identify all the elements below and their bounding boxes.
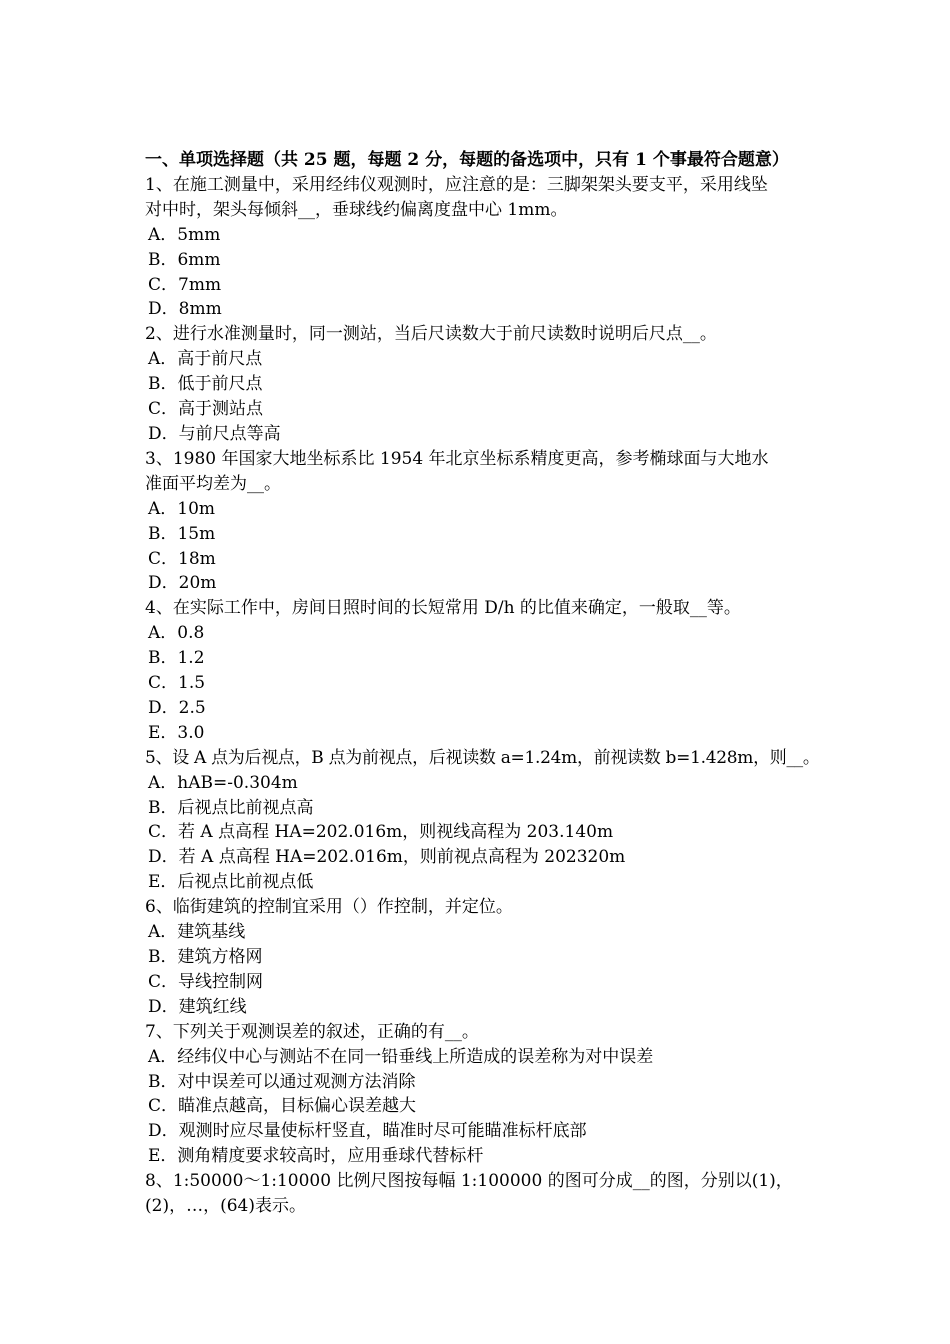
option-c: C．7mm	[148, 274, 222, 295]
question-3	[145, 447, 825, 596]
option-b: B．15m	[148, 523, 216, 544]
question-text: 5、设 A 点为后视点，B 点为前视点，后视读数 a=1.24m，前视读数 b=1.428m，则__。	[145, 747, 820, 768]
question-text: 4、在实际工作中，房间日照时间的长短常用 D/h 的比值来确定，一般取__等。	[145, 598, 741, 619]
option-d: D．2.5	[148, 697, 206, 718]
question-2	[145, 322, 825, 447]
question-text: 1、在施工测量中，采用经纬仪观测时，应注意的是：三脚架架头要支平，采用线坠	[145, 174, 768, 195]
question-text: 6、临街建筑的控制宜采用（）作控制，并定位。	[145, 897, 513, 918]
question-1	[145, 173, 825, 322]
question-text: 3、1980 年国家大地坐标系比 1954 年北京坐标系精度更高，参考椭球面与大地水	[145, 448, 769, 469]
question-5	[145, 746, 825, 895]
option-c: C．1.5	[148, 673, 206, 694]
option-a: A．高于前尺点	[148, 349, 263, 370]
option-e: E．后视点比前视点低	[148, 872, 314, 893]
option-d: D．与前尺点等高	[148, 423, 281, 444]
question-text: 8、1:50000～1:10000 比例尺图按每幅 1:100000 的图可分成__的图，分别以(1)，	[145, 1171, 793, 1192]
option-b: B．1.2	[148, 648, 205, 669]
question-text: 准面平均差为__。	[145, 473, 281, 494]
question-text: 7、下列关于观测误差的叙述，正确的有__。	[145, 1021, 479, 1042]
question-6	[145, 895, 825, 1020]
option-a: A．建筑基线	[148, 922, 246, 943]
question-text: 2、进行水准测量时，同一测站，当后尺读数大于前尺读数时说明后尺点__。	[145, 324, 717, 345]
option-c: C．若 A 点高程 HA=202.016m，则视线高程为 203.140m	[148, 822, 614, 843]
option-a: A．经纬仪中心与测站不在同一铅垂线上所造成的误差称为对中误差	[148, 1046, 654, 1067]
question-7	[145, 1020, 825, 1169]
section-title: 一、单项选择题（共 25 题，每题 2 分，每题的备选项中，只有 1 个事最符合题意）	[145, 150, 789, 170]
option-b: B．低于前尺点	[148, 374, 263, 395]
option-d: D．建筑红线	[148, 996, 247, 1017]
question-text: 对中时，架头每倾斜__，垂球线约偏离度盘中心 1mm。	[145, 199, 568, 220]
document-page	[145, 148, 825, 1219]
option-a: A．hAB=-0.304m	[148, 772, 298, 793]
option-d: D．观测时应尽量使标杆竖直，瞄准时尽可能瞄准标杆底部	[148, 1121, 587, 1142]
option-b: B．后视点比前视点高	[148, 797, 314, 818]
question-8	[145, 1169, 825, 1219]
option-e: E．3.0	[148, 722, 205, 743]
option-d: D．若 A 点高程 HA=202.016m，则前视点高程为 202320m	[148, 847, 626, 868]
option-c: C．18m	[148, 548, 216, 569]
option-a: A．10m	[148, 498, 216, 519]
option-c: C．瞄准点越高，目标偏心误差越大	[148, 1096, 417, 1117]
option-c: C．导线控制网	[148, 971, 264, 992]
option-a: A．0.8	[148, 623, 205, 644]
option-d: D．20m	[148, 573, 217, 594]
question-4	[145, 596, 825, 745]
question-text: (2)，…，(64)表示。	[145, 1196, 306, 1217]
option-b: B．6mm	[148, 249, 221, 270]
option-b: B．对中误差可以通过观测方法消除	[148, 1071, 416, 1092]
option-a: A．5mm	[148, 224, 221, 245]
option-c: C．高于测站点	[148, 399, 264, 420]
option-d: D．8mm	[148, 299, 222, 320]
option-b: B．建筑方格网	[148, 947, 263, 967]
option-e: E．测角精度要求较高时，应用垂球代替标杆	[148, 1146, 484, 1167]
